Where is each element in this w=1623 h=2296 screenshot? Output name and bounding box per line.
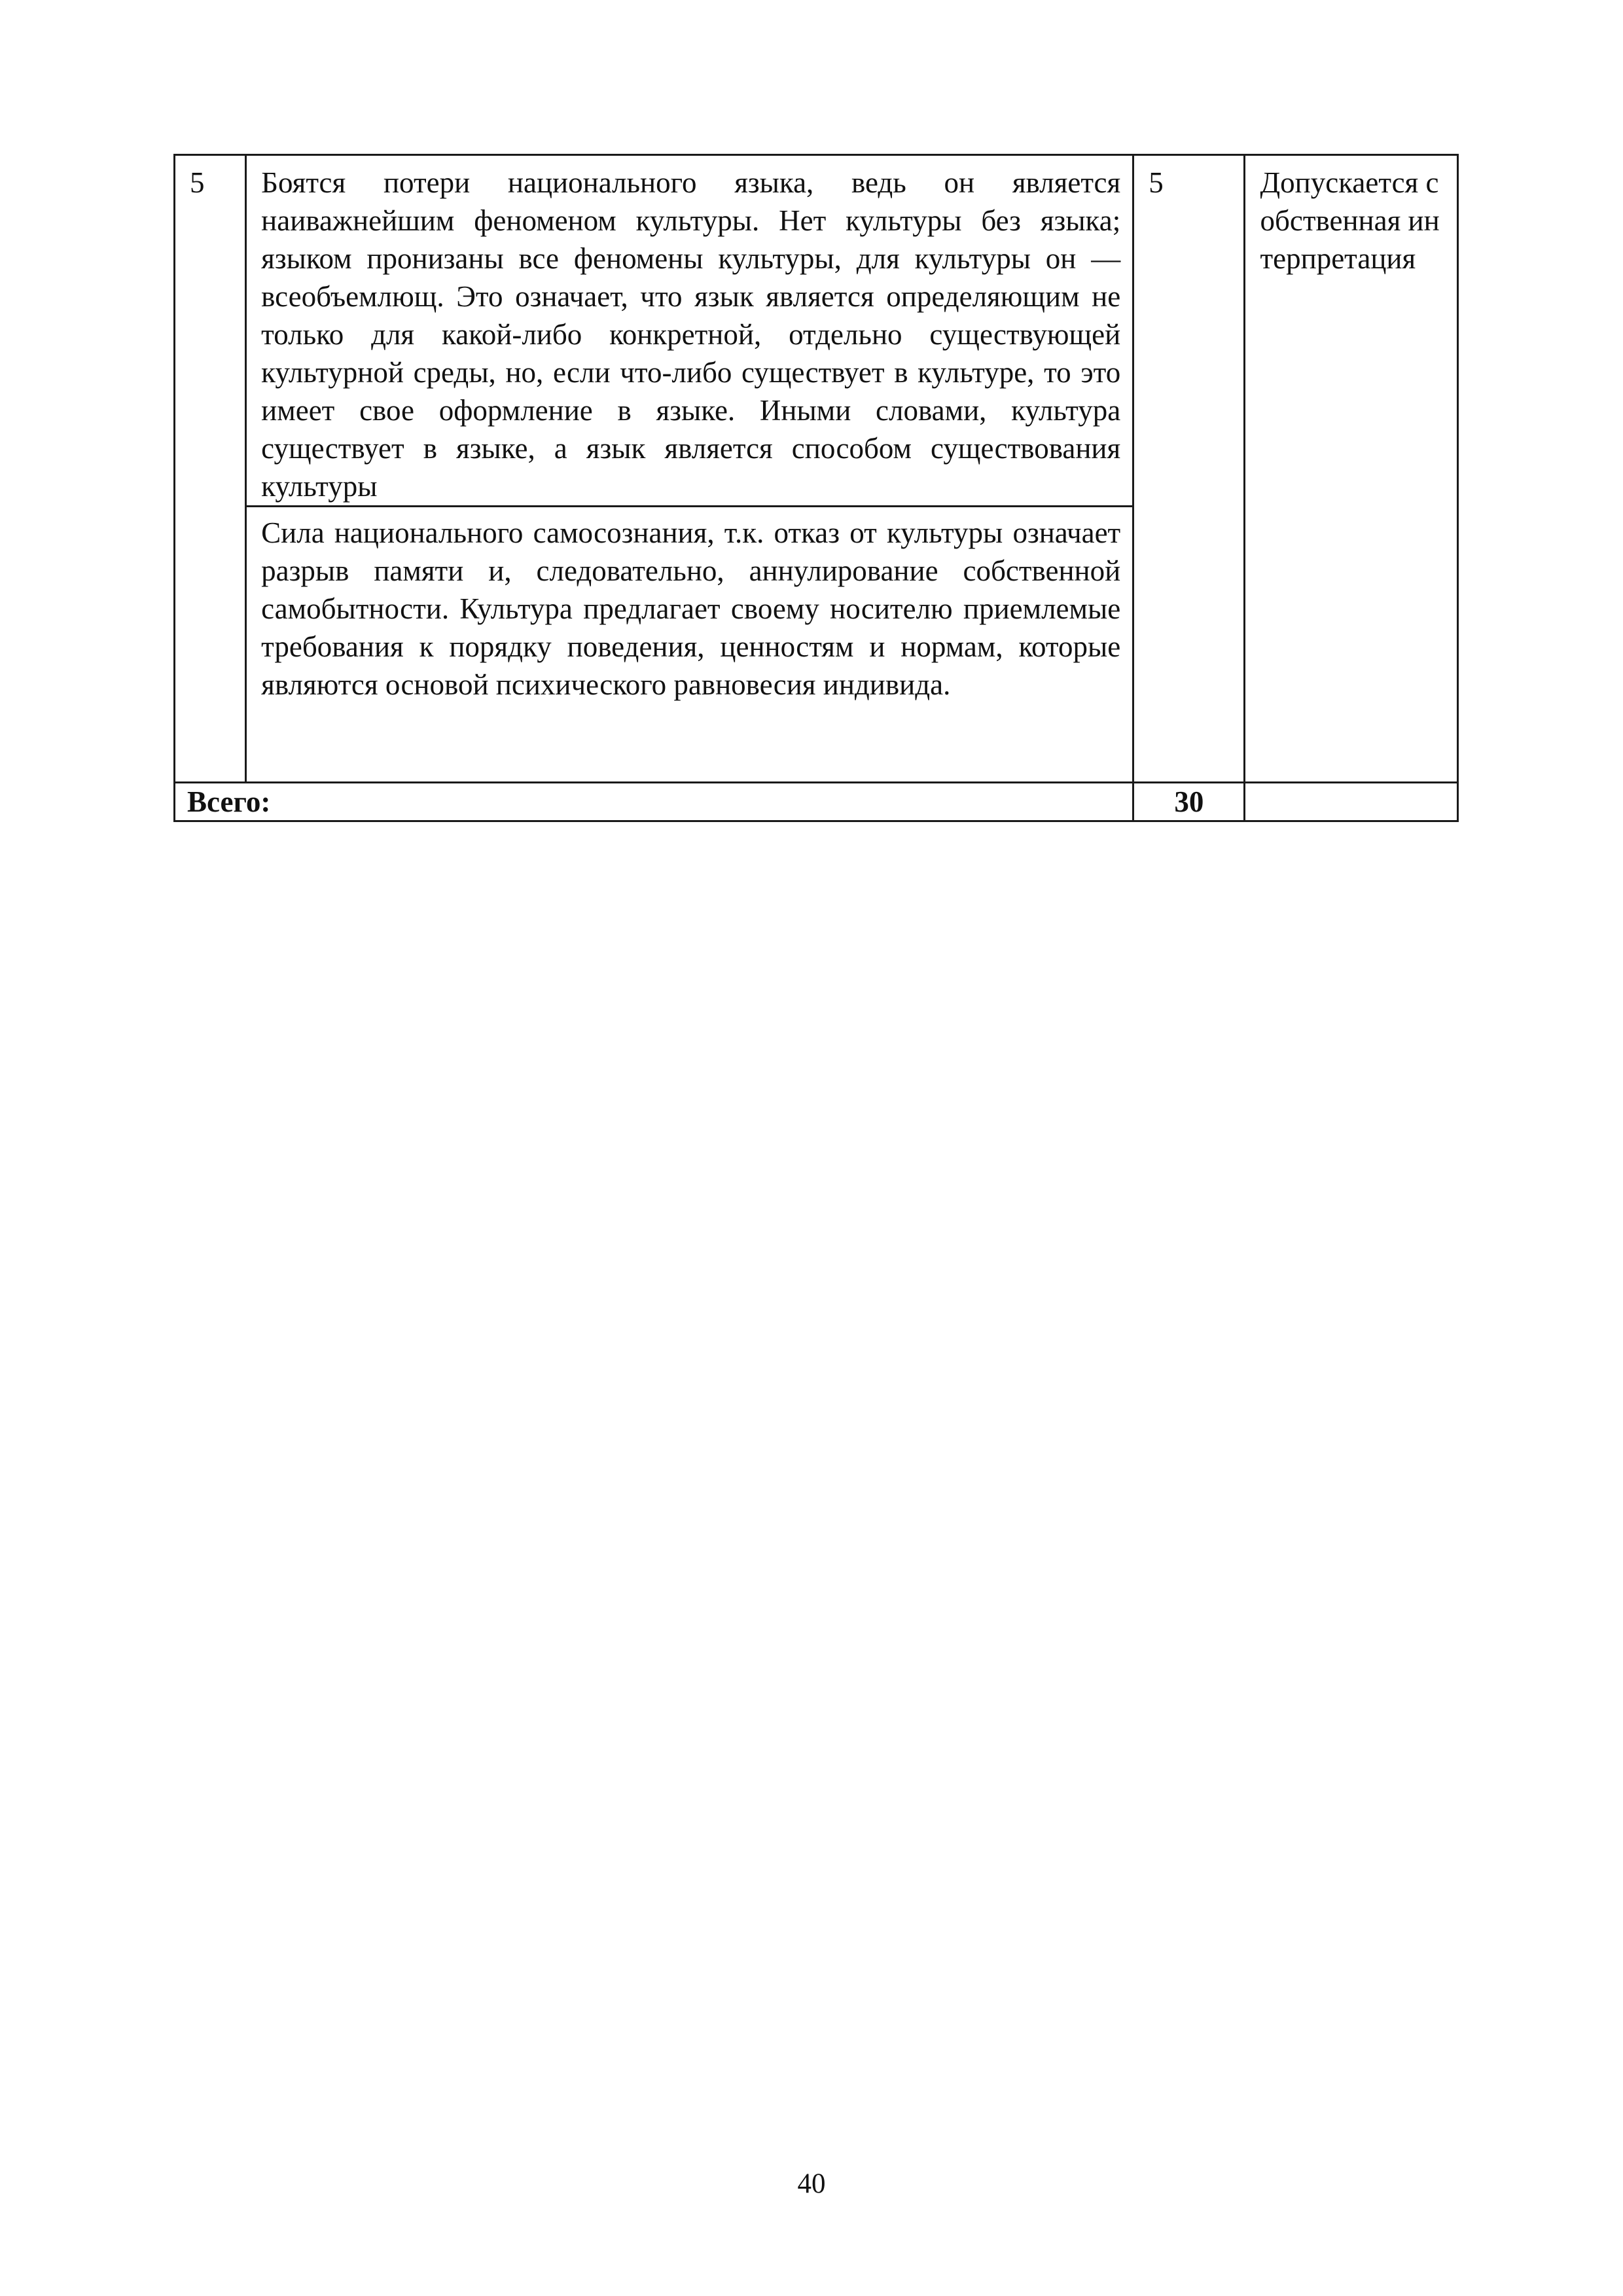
- answer-text-2: Сила национального самосознания, т.к. отказ от культуры означает разрыв памяти и, следовательно, аннулирование собственной самобытности. Культура предлагает своему носителю приемлемые требования к порядку поведения, ценностям и нормам, которые являются основой психического равновесия индивида.: [261, 516, 1121, 701]
- answer-cell: [246, 155, 1133, 783]
- total-note: [1245, 783, 1458, 821]
- total-label: Всего:: [175, 783, 1133, 821]
- table-row: [175, 155, 1458, 783]
- answer-text-1: Боятся потери национального языка, ведь он является наиважнейшим феноменом культуры. Нет культуры без языка; языком пронизаны все феномены культуры, для культуры он — всеобъемлющ. Это означает, что язык является определяющим не только для какой-либо конкретной, отдельно существующей культурной среды, но, если что-либо существует в культуре, то это имеет свое оформление в языке. Иными словами, культура существует в языке, а язык является способом существования культуры: [247, 156, 1132, 507]
- row-note: Допускается собственная интерпретация: [1245, 155, 1458, 783]
- total-value: 30: [1133, 783, 1245, 821]
- total-row: [175, 783, 1458, 821]
- row-number: 5: [175, 155, 246, 783]
- row-points: 5: [1133, 155, 1245, 783]
- grading-table: [173, 154, 1459, 822]
- page-number: 40: [797, 2168, 826, 2199]
